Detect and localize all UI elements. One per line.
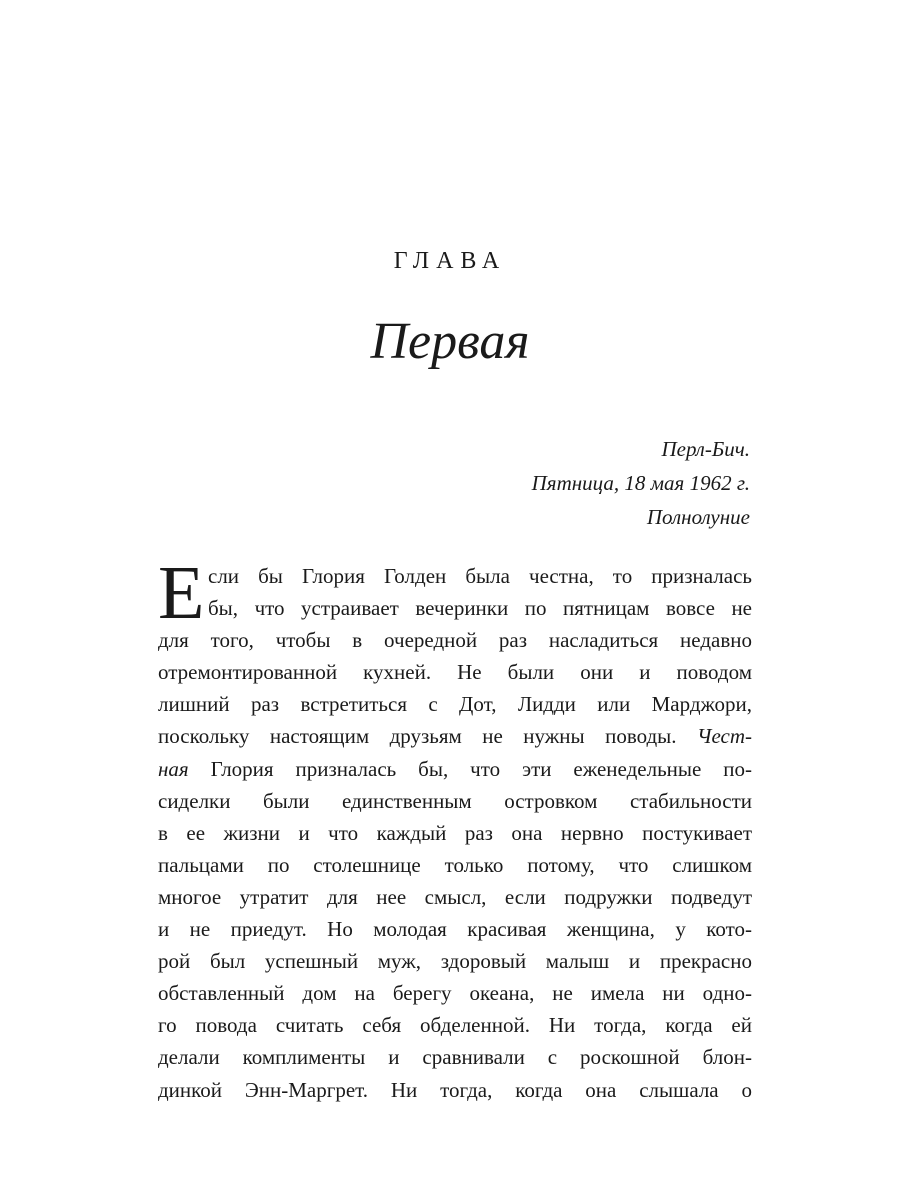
text-line: лишний раз встретиться с Дот, Лидди или Марджори, [158, 692, 752, 717]
italic-word: Чест- [697, 724, 752, 749]
text-line [158, 720, 752, 752]
text-line: отремонтированной кухней. Не были они и поводом [158, 660, 752, 685]
text-line: обставленный дом на берегу океана, не имела ни одно- [158, 981, 752, 1006]
text-line: в ее жизни и что каждый раз она нервно постукивает [158, 820, 752, 845]
drop-cap: Е [158, 551, 205, 635]
text-line: сли бы Глория Голден была честна, то призналась [208, 564, 752, 588]
text-line: сиделки были единственным островком стабильности [158, 788, 752, 813]
text-line [158, 753, 752, 785]
text-line: рой был успешный муж, здоровый малыш и прекрасно [158, 949, 752, 974]
epigraph-place: Перл-Бич. [661, 437, 750, 461]
text-line: го повода считать себя обделенной. Ни тогда, когда ей [158, 1013, 752, 1038]
chapter-title: Первая [370, 313, 530, 370]
text-line: пальцами по столешнице только потому, что слишком [158, 852, 752, 877]
text-line: делали комплименты и сравнивали с роскошной блон- [158, 1045, 752, 1070]
text-line: для того, чтобы в очередной раз насладиться недавно [158, 628, 752, 653]
text-line: многое утратит для нее смысл, если подружки подведут [158, 884, 752, 909]
body-text [158, 551, 752, 1106]
epigraph-date: Пятница, 18 мая 1962 г. [531, 471, 750, 495]
text-line: бы, что устраивает вечеринки по пятницам вовсе не [208, 596, 752, 621]
italic-word: ная [158, 756, 189, 781]
text-fragment: Глория призналась бы, что эти еженедельные по- [210, 756, 752, 781]
epigraph [250, 432, 750, 534]
text-line: динкой Энн-Маргрет. Ни тогда, когда она слышала о [158, 1077, 752, 1102]
text-fragment: поскольку настоящим друзьям не нужны поводы. [158, 724, 677, 749]
chapter-label: ГЛАВА [393, 248, 507, 274]
text-line: и не приедут. Но молодая красивая женщина, у кото- [158, 917, 752, 942]
epigraph-note: Полнолуние [646, 505, 750, 529]
